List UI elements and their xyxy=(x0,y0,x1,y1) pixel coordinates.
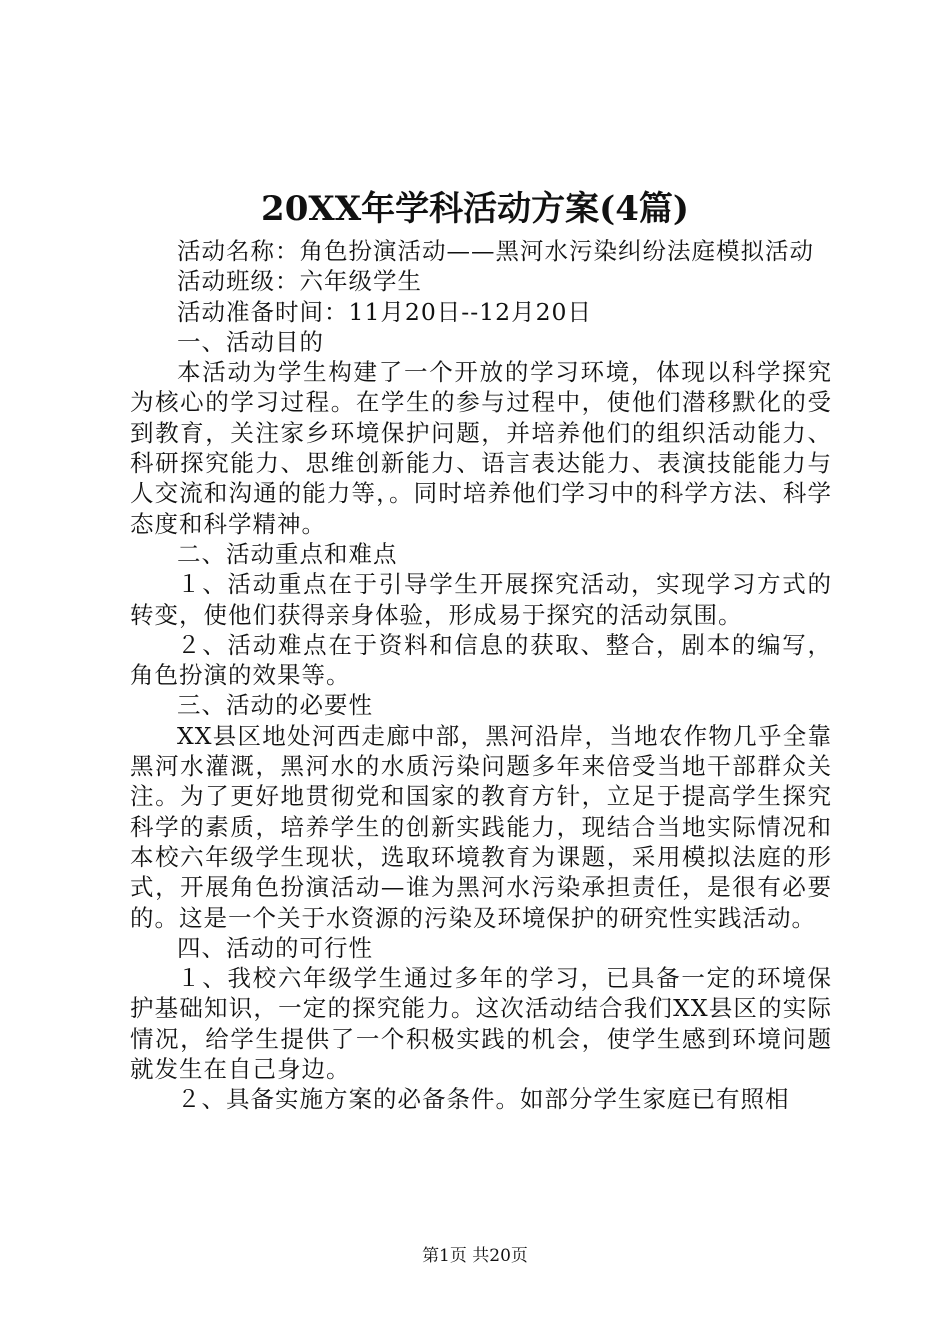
section-heading-necessity: 三、活动的必要性 xyxy=(177,691,373,720)
page-number-footer: 第1页 共20页 xyxy=(422,1246,528,1266)
section-heading-purpose: 一、活动目的 xyxy=(177,327,324,356)
document-body xyxy=(130,236,832,1115)
paragraph-key-point-2: ２、活动难点在于资料和信息的获取、整合，剧本的编写，角色扮演的效果等。 xyxy=(130,630,832,690)
paragraph-feasibility-2: ２、具备实施方案的必备条件。如部分学生家庭已有照相 xyxy=(177,1085,790,1114)
paragraph-activity-class: 活动班级：六年级学生 xyxy=(177,267,422,296)
section-heading-feasibility: 四、活动的可行性 xyxy=(177,933,373,962)
paragraph-activity-name: 活动名称：角色扮演活动——黑河水污染纠纷法庭模拟活动 xyxy=(177,237,814,265)
paragraph-purpose: 本活动为学生构建了一个开放的学习环境，体现以科学探究为核心的学习过程。在学生的参与过程中，使他们潜移默化的受到教育，关注家乡环境保护问题，并培养他们的组织活动能力、科研探究能力、思维创新能力、语言表达能力、表演技能能力与人交流和沟通的能力等，。同时培养他们学习中的科学方法、科学态度和科学精神。 xyxy=(130,358,832,538)
document-title: 20XX年学科活动方案(4篇) xyxy=(261,189,689,229)
paragraph-feasibility-1: １、我校六年级学生通过多年的学习，已具备一定的环境保护基础知识，一定的探究能力。这次活动结合我们XX县区的实际情况，给学生提供了一个积极实践的机会，使学生感到环境问题就发生在自己身边。 xyxy=(130,964,832,1084)
section-heading-key-points: 二、活动重点和难点 xyxy=(177,539,398,568)
paragraph-necessity: XX县区地处河西走廊中部，黑河沿岸，当地农作物几乎全靠黑河水灌溉，黑河水的水质污染问题多年来倍受当地干部群众关注。为了更好地贯彻党和国家的教育方针，立足于提高学生探究科学的素质，培养学生的创新实践能力，现结合当地实际情况和本校六年级学生现状，选取环境教育为课题，采用模拟法庭的形式，开展角色扮演活动—谁为黑河水污染承担责任，是很有必要的。这是一个关于水资源的污染及环境保护的研究性实践活动。 xyxy=(130,721,832,932)
paragraph-key-point-1: １、活动重点在于引导学生开展探究活动，实现学习方式的转变，使他们获得亲身体验，形成易于探究的活动氛围。 xyxy=(130,570,832,629)
paragraph-prep-time: 活动准备时间：11月20日--12月20日 xyxy=(177,297,592,326)
